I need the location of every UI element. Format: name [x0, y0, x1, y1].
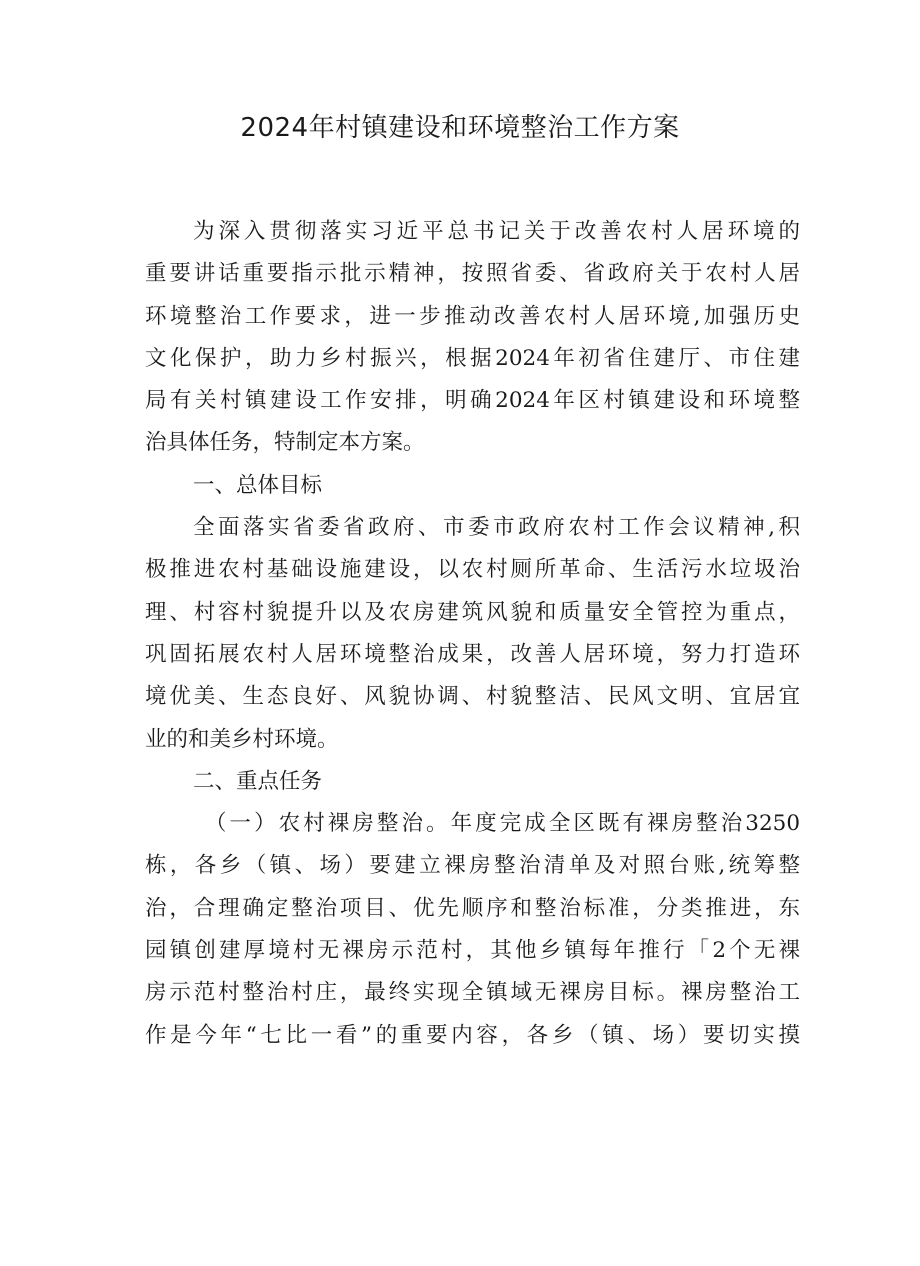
- paragraph-line: 局有关村镇建设工作安排，明确2024年区村镇建设和环境整: [145, 388, 800, 414]
- paragraph-line: 作是今年“七比一看”的重要内容，各乡（镇、场）要切实摸: [145, 1022, 800, 1048]
- section-heading: 一、总体目标: [193, 472, 323, 498]
- paragraph-line: 治，合理确定整治项目、优先顺序和整治标准，分类推进，东: [145, 895, 800, 921]
- paragraph-line: 环境整治工作要求，进一步推动改善农村人居环境,加强历史: [145, 303, 800, 329]
- document-body: [145, 211, 800, 1057]
- paragraph-line: 房示范村整治村庄，最终实现全镇域无裸房目标。裸房整治工: [145, 980, 800, 1006]
- paragraph-line: 栋，各乡（镇、场）要建立裸房整治清单及对照台账,统筹整: [145, 853, 800, 879]
- paragraph-line: 治具体任务，特制定本方案。: [145, 430, 425, 456]
- document-title: 2024年村镇建设和环境整治工作方案: [240, 113, 680, 143]
- section-heading: 二、重点任务: [193, 768, 323, 794]
- paragraph-line: 全面落实省委省政府、市委市政府农村工作会议精神,积: [193, 515, 800, 541]
- paragraph-line: 理、村容村貌提升以及农房建筑风貌和质量安全管控为重点，: [145, 599, 800, 625]
- paragraph-line: （一）农村裸房整治。年度完成全区既有裸房整治3250: [205, 811, 800, 837]
- paragraph-line: 业的和美乡村环境。: [145, 726, 339, 752]
- paragraph-line: 巩固拓展农村人居环境整治成果，改善人居环境，努力打造环: [145, 641, 800, 667]
- paragraph-line: 为深入贯彻落实习近平总书记关于改善农村人居环境的: [193, 219, 800, 244]
- paragraph-line: 重要讲话重要指示批示精神，按照省委、省政府关于农村人居: [145, 261, 800, 287]
- paragraph-line: 文化保护，助力乡村振兴，根据2024年初省住建厅、市住建: [145, 345, 800, 371]
- paragraph-line: 极推进农村基础设施建设，以农村厕所革命、生活污水垃圾治: [145, 557, 800, 583]
- paragraph-line: 园镇创建厚境村无裸房示范村，其他乡镇每年推行「2个无裸: [145, 938, 800, 964]
- paragraph-line: 境优美、生态良好、风貌协调、村貌整洁、民风文明、宜居宜: [145, 684, 800, 710]
